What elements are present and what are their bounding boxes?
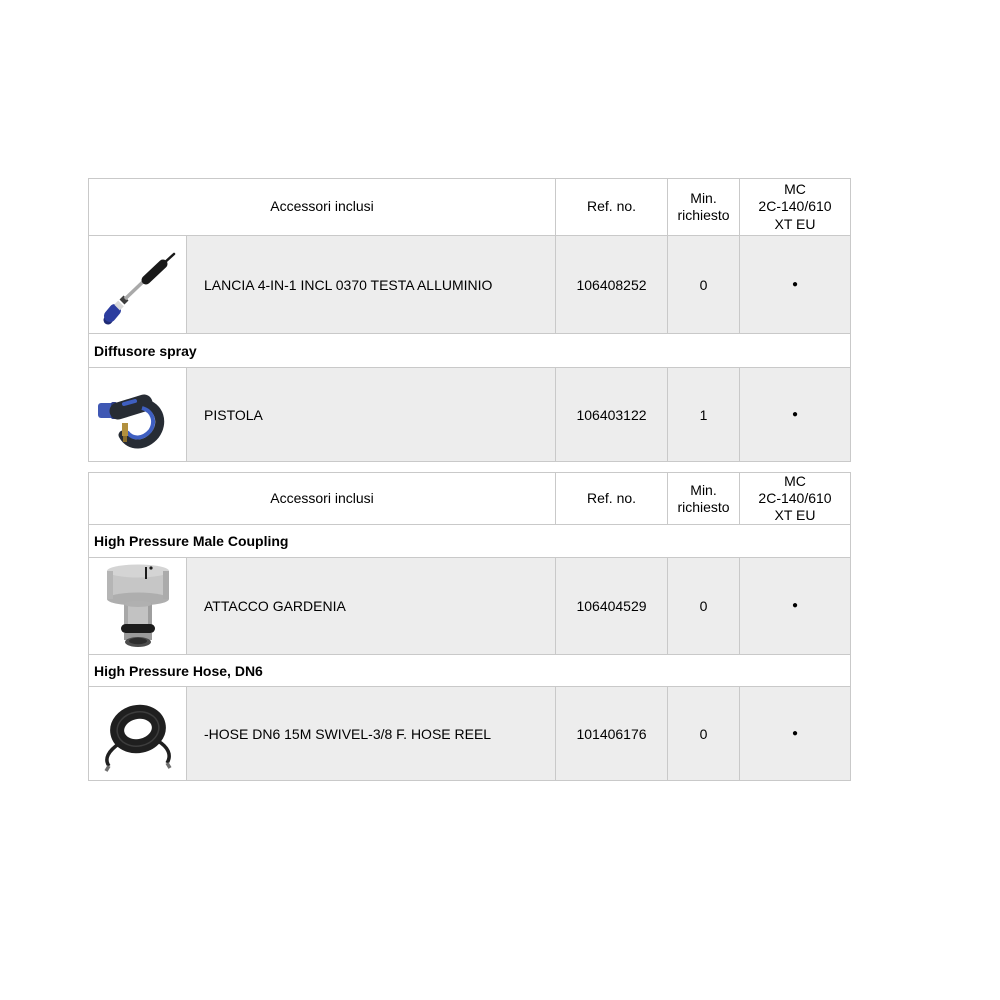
section-header-diffusore-spray: Diffusore spray	[89, 334, 851, 368]
accessories-table-2	[88, 472, 851, 781]
table-row-spray-gun	[89, 368, 851, 462]
table-1-header-row	[89, 179, 851, 236]
model-line-1: MC	[784, 181, 806, 198]
column-header-min-required	[668, 179, 740, 236]
product-min-required: 1	[668, 368, 740, 462]
product-image-cell	[89, 236, 187, 334]
product-included-dot: ●	[740, 687, 851, 781]
product-ref-no: 101406176	[556, 687, 668, 781]
model-line-1: MC	[784, 473, 806, 489]
table-row-hose	[89, 687, 851, 781]
product-ref-no: 106404529	[556, 558, 668, 655]
accessories-tables	[88, 178, 850, 781]
product-description: PISTOLA	[187, 368, 556, 462]
product-description: -HOSE DN6 15M SWIVEL-3/8 F. HOSE REEL	[187, 687, 556, 781]
section-row	[89, 334, 851, 368]
table-row-coupling	[89, 558, 851, 655]
min-required-line-1: Min.	[690, 189, 717, 206]
min-required-line-1: Min.	[690, 481, 717, 498]
column-header-accessories: Accessori inclusi	[89, 179, 556, 236]
model-line-3: XT EU	[774, 507, 816, 524]
model-line-2: 2C-140/610	[758, 490, 832, 507]
accessories-table-1	[88, 178, 851, 462]
section-header-high-pressure-male-coupling: High Pressure Male Coupling	[89, 525, 851, 558]
product-ref-no: 106403122	[556, 368, 668, 462]
model-line-2: 2C-140/610	[758, 198, 832, 215]
product-description: LANCIA 4-IN-1 INCL 0370 TESTA ALLUMINIO	[187, 236, 556, 334]
product-image-cell	[89, 687, 187, 781]
product-image-cell	[89, 368, 187, 462]
garden-tap-coupling-product-image	[96, 561, 180, 651]
min-required-line-2: richiesto	[677, 498, 730, 515]
product-included-dot: ●	[740, 368, 851, 462]
product-image-cell	[89, 558, 187, 655]
product-ref-no: 106408252	[556, 236, 668, 334]
column-header-model	[740, 179, 851, 236]
table-row-lance	[89, 236, 851, 334]
lance-4-in-1-product-image	[96, 241, 180, 329]
product-min-required: 0	[668, 687, 740, 781]
product-min-required: 0	[668, 558, 740, 655]
min-required-line-2: richiesto	[677, 207, 730, 223]
column-header-min-required	[668, 473, 740, 525]
table-2-header-row	[89, 473, 851, 525]
product-min-required: 0	[668, 236, 740, 334]
coiled-hose-product-image	[96, 693, 180, 775]
column-header-accessories: Accessori inclusi	[89, 473, 556, 525]
section-header-high-pressure-hose-dn6: High Pressure Hose, DN6	[89, 655, 851, 687]
column-header-model	[740, 473, 851, 525]
spray-gun-product-image	[96, 373, 180, 457]
product-description: ATTACCO GARDENIA	[187, 558, 556, 655]
model-line-3: XT EU	[774, 215, 816, 232]
section-row	[89, 525, 851, 558]
product-included-dot: ●	[740, 558, 851, 655]
column-header-ref-no: Ref. no.	[556, 473, 668, 525]
section-row	[89, 655, 851, 687]
product-included-dot: ●	[740, 236, 851, 334]
column-header-ref-no: Ref. no.	[556, 179, 668, 236]
